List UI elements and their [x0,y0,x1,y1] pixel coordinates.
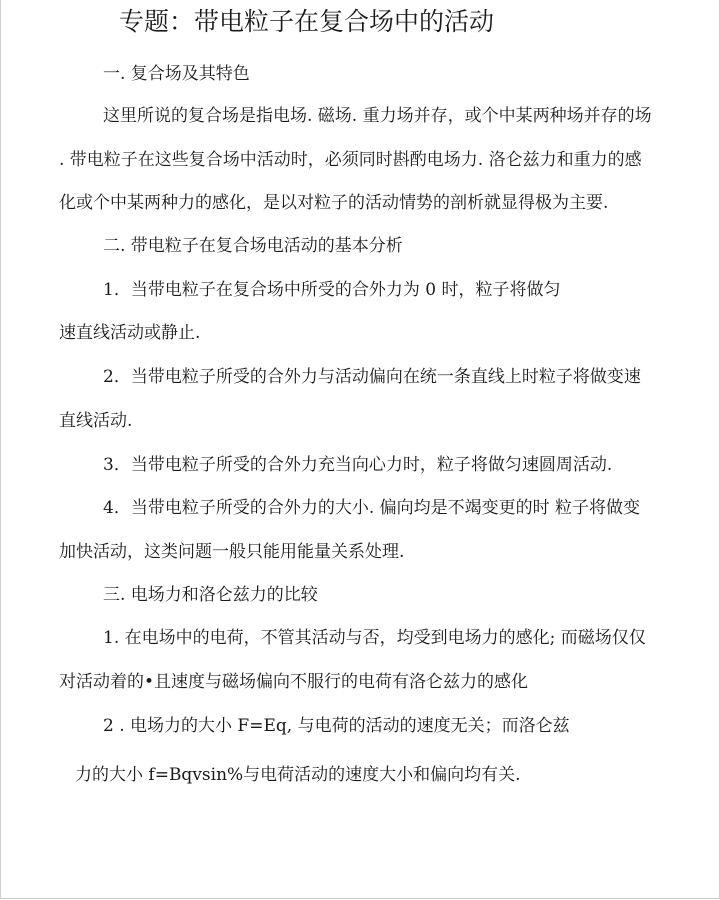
comparison-item-2: 2 . 电场力的大小 F=Eq, 与电荷的活动的速度无关；而洛仑兹 [103,716,570,736]
list-item-4: 4．当带电粒子所受的合外力的大小. 偏向均是不竭变更的时 粒子将做变 [103,498,641,518]
list-item-3: 3．当带电粒子所受的合外力充当向心力时，粒子将做匀速圆周活动. [103,455,613,475]
paragraph-line: . 带电粒子在这些复合场中活动时，必须同时斟酌电场力. 洛仑兹力和重力的感 [59,150,642,170]
section-heading-1: 一. 复合场及其特色 [103,64,250,84]
list-item-1-cont: 速直线活动或静止. [59,323,201,343]
list-item-2: 2．当带电粒子所受的合外力与活动偏向在统一条直线上时粒子将做变速 [103,367,641,387]
page-title: 专题：带电粒子在复合场中的活动 [119,7,495,36]
list-item-1: 1．当带电粒子在复合场中所受的合外力为 0 时，粒子将做匀 [103,280,561,300]
paragraph-line: 这里所说的复合场是指电场. 磁场. 重力场并存，或个中某两种场并存的场 [103,106,652,126]
comparison-item-2-cont: 力的大小 f=Bqvsin%与电荷活动的速度大小和偏向均有关. [75,765,521,785]
section-heading-3: 三. 电场力和洛仑兹力的比较 [103,585,318,605]
list-item-2-cont: 直线活动. [59,411,133,431]
comparison-item-1-cont: 对活动着的•且速度与磁场偏向不服行的电荷有洛仑兹力的感化 [59,672,529,692]
list-item-4-cont: 加快活动，这类问题一般只能用能量关系处理. [59,542,405,562]
section-heading-2: 二. 带电粒子在复合场电活动的基本分析 [103,236,403,256]
comparison-item-1: 1. 在电场中的电荷，不管其活动与否，均受到电场力的感化; 而磁场仅仅 [103,628,646,648]
paragraph-line: 化或个中某两种力的感化，是以对粒子的活动情势的剖析就显得极为主要. [59,193,609,213]
